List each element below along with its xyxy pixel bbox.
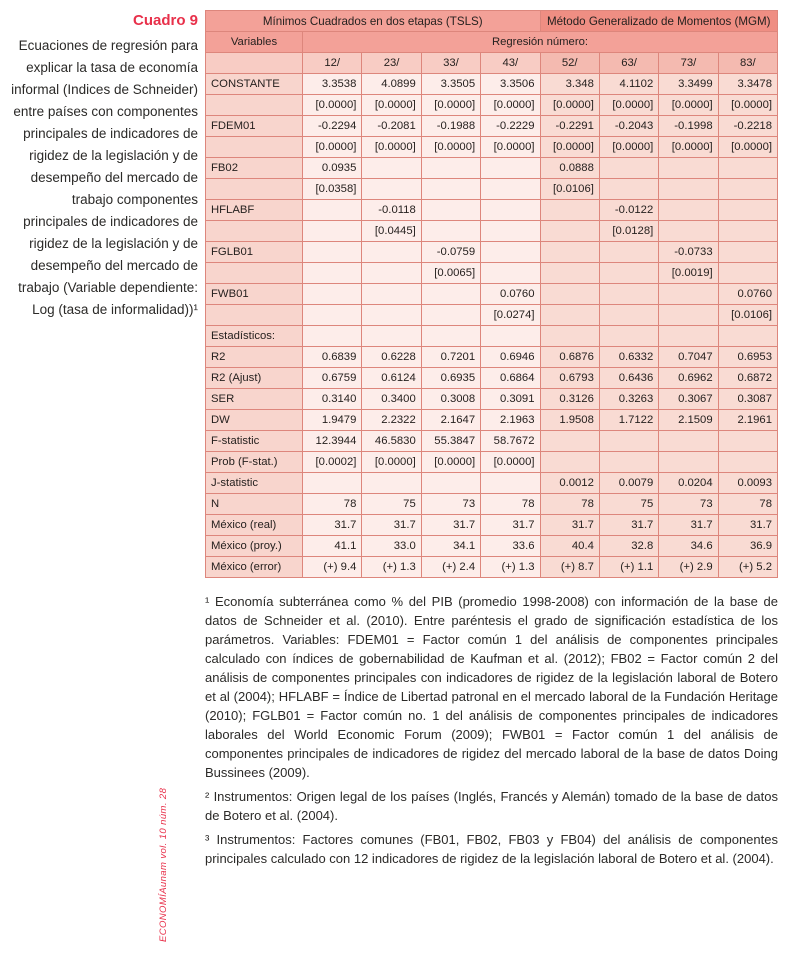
data-cell <box>303 221 362 242</box>
data-cell: [0.0000] <box>718 137 777 158</box>
data-cell: [0.0000] <box>659 137 718 158</box>
data-cell <box>481 221 540 242</box>
table-row <box>206 200 778 221</box>
row-label: FB02 <box>206 158 303 179</box>
data-cell: (+) 9.4 <box>303 557 362 578</box>
data-cell: 2.1963 <box>481 410 540 431</box>
data-cell: [0.0019] <box>659 263 718 284</box>
data-cell: 0.6876 <box>540 347 599 368</box>
data-cell <box>481 242 540 263</box>
data-cell: 2.1647 <box>421 410 480 431</box>
data-cell <box>540 452 599 473</box>
data-cell: -0.0733 <box>659 242 718 263</box>
data-cell <box>718 263 777 284</box>
data-cell <box>659 431 718 452</box>
table-caption-number: Cuadro 9 <box>132 12 198 29</box>
data-cell: 1.9508 <box>540 410 599 431</box>
data-cell: 0.0888 <box>540 158 599 179</box>
mgm-group-header: Método Generalizado de Momentos (MGM) <box>540 11 778 32</box>
data-cell <box>659 179 718 200</box>
data-cell <box>481 179 540 200</box>
footnote-1: ¹ Economía subterránea como % del PIB (promedio 1998-2008) con información de la base de datos de Schneider et al. (2010). Entre paréntesis el grado de significación estadística de los parámetros. Variables: FDEM01 = Factor común 1 del análisis de componentes principales calculado con índices de gobernabilidad de Kaufman et al. (2012); FB02 = Factor común 2 del análisis de componentes principales con indicadores de rigidez de la legislación laboral de Botero et al (2004); HFLABF = Índice de Libertad patronal en el mercado laboral de la Fundación Heritage (2010); FGLB01 = Factor común no. 1 del análisis de componentes principales de indicadores laborales del World Economic Forum (2009); FWB01 = Factor común 1 del análisis de componentes principales de indicadores de rigidez del mercado laboral de la base de datos Doing Bussinees (2009). <box>205 594 778 780</box>
data-cell <box>362 305 421 326</box>
data-cell: 3.3499 <box>659 74 718 95</box>
data-cell: 0.6872 <box>718 368 777 389</box>
data-cell: 2.2322 <box>362 410 421 431</box>
data-cell <box>599 179 658 200</box>
column-header-empty-cell <box>206 53 303 74</box>
data-cell: 0.7047 <box>659 347 718 368</box>
footnotes <box>205 592 778 873</box>
data-cell: 0.3126 <box>540 389 599 410</box>
column-header: 83/ <box>718 53 777 74</box>
data-cell: 3.3505 <box>421 74 480 95</box>
table-row <box>206 137 778 158</box>
data-cell: 36.9 <box>718 536 777 557</box>
table-row <box>206 410 778 431</box>
column-header: 52/ <box>540 53 599 74</box>
data-cell: [0.0000] <box>481 95 540 116</box>
data-cell: 46.5830 <box>362 431 421 452</box>
row-label: México (proy.) <box>206 536 303 557</box>
data-cell: 55.3847 <box>421 431 480 452</box>
row-label: DW <box>206 410 303 431</box>
data-cell <box>481 326 540 347</box>
row-label: J-statistic <box>206 473 303 494</box>
data-cell: 2.1961 <box>718 410 777 431</box>
table-caption-text: Ecuaciones de regresión para explicar la tasa de economía informal (Indices de Schneider) entre países con componentes principales de indicadores de rigidez de la legislación y de desempeño del mercado de trabajo componentes principales de indicadores de rigidez de la legislación y de desempeño del mercado de trabajo (Variable dependiente: Log (tasa de informalidad))¹ <box>11 38 198 317</box>
table-row <box>206 284 778 305</box>
data-cell: 0.7201 <box>421 347 480 368</box>
data-cell: 0.3140 <box>303 389 362 410</box>
row-label: FDEM01 <box>206 116 303 137</box>
table-row <box>206 242 778 263</box>
data-cell: [0.0000] <box>303 95 362 116</box>
data-cell: [0.0000] <box>362 95 421 116</box>
data-cell <box>599 431 658 452</box>
data-cell: 3.348 <box>540 74 599 95</box>
data-cell: [0.0358] <box>303 179 362 200</box>
data-cell <box>599 305 658 326</box>
data-cell <box>659 326 718 347</box>
data-cell: [0.0000] <box>718 95 777 116</box>
row-label <box>206 263 303 284</box>
data-cell: (+) 2.9 <box>659 557 718 578</box>
data-cell <box>599 263 658 284</box>
data-cell <box>659 284 718 305</box>
data-cell: 0.6946 <box>481 347 540 368</box>
table-row <box>206 536 778 557</box>
data-cell: [0.0000] <box>599 95 658 116</box>
data-cell: 3.3538 <box>303 74 362 95</box>
data-cell <box>362 284 421 305</box>
data-cell <box>362 179 421 200</box>
data-cell <box>540 305 599 326</box>
data-cell: 0.6935 <box>421 368 480 389</box>
regression-number-header: Regresión número: <box>303 32 778 53</box>
row-label: R2 <box>206 347 303 368</box>
data-cell: 0.6864 <box>481 368 540 389</box>
row-label <box>206 305 303 326</box>
data-cell <box>718 200 777 221</box>
data-cell <box>421 158 480 179</box>
journal-sidebar-text: ECONOMÍAunam vol. 10 núm. 28 <box>158 787 169 942</box>
data-cell: [0.0000] <box>362 452 421 473</box>
data-cell: 78 <box>540 494 599 515</box>
regression-table <box>205 10 778 578</box>
data-cell <box>599 242 658 263</box>
data-cell: [0.0106] <box>718 305 777 326</box>
data-cell: [0.0000] <box>421 95 480 116</box>
data-cell: [0.0000] <box>540 95 599 116</box>
table-row <box>206 452 778 473</box>
data-cell: (+) 1.3 <box>362 557 421 578</box>
table-row <box>206 74 778 95</box>
table-row <box>206 263 778 284</box>
data-cell: 3.3478 <box>718 74 777 95</box>
footnote-2: ² Instrumentos: Origen legal de los países (Inglés, Francés y Alemán) tomado de la base de datos de Botero et al. (2004). <box>205 789 778 823</box>
data-cell: 0.6759 <box>303 368 362 389</box>
data-cell <box>303 263 362 284</box>
data-cell: 0.0760 <box>481 284 540 305</box>
data-cell: 0.0012 <box>540 473 599 494</box>
column-header: 63/ <box>599 53 658 74</box>
data-cell: 0.0204 <box>659 473 718 494</box>
data-cell: 0.6953 <box>718 347 777 368</box>
tsls-group-header: Mínimos Cuadrados en dos etapas (TSLS) <box>206 11 541 32</box>
data-cell: 3.3506 <box>481 74 540 95</box>
data-cell <box>718 221 777 242</box>
subheader-row <box>206 32 778 53</box>
section-row <box>206 326 778 347</box>
data-cell: 31.7 <box>659 515 718 536</box>
data-cell: 0.3400 <box>362 389 421 410</box>
data-cell: [0.0000] <box>362 137 421 158</box>
row-label: Estadísticos: <box>206 326 303 347</box>
data-cell: 33.6 <box>481 536 540 557</box>
table-row <box>206 179 778 200</box>
data-cell: 78 <box>718 494 777 515</box>
data-cell: 31.7 <box>303 515 362 536</box>
data-cell: 34.6 <box>659 536 718 557</box>
data-cell: -0.1998 <box>659 116 718 137</box>
data-cell: 78 <box>481 494 540 515</box>
table-row <box>206 95 778 116</box>
data-cell: [0.0065] <box>421 263 480 284</box>
caption-column <box>8 12 198 321</box>
table-row <box>206 557 778 578</box>
data-cell <box>540 242 599 263</box>
data-cell <box>659 200 718 221</box>
data-cell: 0.0760 <box>718 284 777 305</box>
table-row <box>206 347 778 368</box>
data-cell: 0.6793 <box>540 368 599 389</box>
data-cell: [0.0274] <box>481 305 540 326</box>
data-cell: 4.0899 <box>362 74 421 95</box>
data-cell: [0.0000] <box>421 452 480 473</box>
data-cell <box>599 284 658 305</box>
data-cell <box>659 305 718 326</box>
table-row <box>206 389 778 410</box>
row-label: F-statistic <box>206 431 303 452</box>
data-cell: [0.0128] <box>599 221 658 242</box>
data-cell: -0.0122 <box>599 200 658 221</box>
data-cell <box>421 473 480 494</box>
data-cell <box>303 305 362 326</box>
data-cell: -0.0118 <box>362 200 421 221</box>
column-header: 43/ <box>481 53 540 74</box>
data-cell <box>540 221 599 242</box>
data-cell <box>718 242 777 263</box>
data-cell: 75 <box>599 494 658 515</box>
data-cell: [0.0000] <box>540 137 599 158</box>
table-row <box>206 431 778 452</box>
data-cell: 41.1 <box>303 536 362 557</box>
data-cell: [0.0445] <box>362 221 421 242</box>
data-cell: [0.0000] <box>421 137 480 158</box>
data-cell <box>718 158 777 179</box>
data-cell <box>362 242 421 263</box>
data-cell <box>362 263 421 284</box>
row-label: Prob (F-stat.) <box>206 452 303 473</box>
data-cell: -0.2043 <box>599 116 658 137</box>
data-cell: 0.3008 <box>421 389 480 410</box>
data-cell <box>540 431 599 452</box>
data-cell <box>599 158 658 179</box>
table-body <box>206 74 778 578</box>
data-cell: 75 <box>362 494 421 515</box>
data-cell: 0.6332 <box>599 347 658 368</box>
data-cell: -0.2291 <box>540 116 599 137</box>
data-cell: [0.0002] <box>303 452 362 473</box>
data-cell <box>362 158 421 179</box>
row-label: CONSTANTE <box>206 74 303 95</box>
data-cell <box>362 473 421 494</box>
row-label: México (real) <box>206 515 303 536</box>
column-header: 12/ <box>303 53 362 74</box>
row-label <box>206 137 303 158</box>
data-cell: 0.6436 <box>599 368 658 389</box>
data-cell: 0.0935 <box>303 158 362 179</box>
data-cell: (+) 1.3 <box>481 557 540 578</box>
data-cell: 32.8 <box>599 536 658 557</box>
data-cell <box>718 452 777 473</box>
table-row <box>206 515 778 536</box>
data-cell <box>659 158 718 179</box>
data-cell: 31.7 <box>481 515 540 536</box>
data-cell <box>303 473 362 494</box>
row-label: FWB01 <box>206 284 303 305</box>
group-header-row <box>206 11 778 32</box>
data-cell: 0.6124 <box>362 368 421 389</box>
data-cell: (+) 2.4 <box>421 557 480 578</box>
data-cell <box>421 221 480 242</box>
data-cell: [0.0000] <box>659 95 718 116</box>
data-cell: 0.0079 <box>599 473 658 494</box>
data-cell <box>303 242 362 263</box>
data-cell <box>540 263 599 284</box>
row-label: SER <box>206 389 303 410</box>
data-cell: 0.0093 <box>718 473 777 494</box>
data-cell: 73 <box>421 494 480 515</box>
data-cell <box>718 179 777 200</box>
data-cell: [0.0000] <box>599 137 658 158</box>
column-number-row <box>206 53 778 74</box>
data-cell: 31.7 <box>421 515 480 536</box>
data-cell <box>421 284 480 305</box>
data-cell: -0.2229 <box>481 116 540 137</box>
data-cell: 58.7672 <box>481 431 540 452</box>
regression-table-container <box>205 10 778 578</box>
data-cell: 31.7 <box>599 515 658 536</box>
data-cell <box>659 221 718 242</box>
data-cell: -0.2081 <box>362 116 421 137</box>
data-cell: 0.3263 <box>599 389 658 410</box>
data-cell: 0.6228 <box>362 347 421 368</box>
data-cell <box>540 200 599 221</box>
data-cell: (+) 1.1 <box>599 557 658 578</box>
row-label: México (error) <box>206 557 303 578</box>
data-cell: [0.0000] <box>303 137 362 158</box>
data-cell <box>481 473 540 494</box>
row-label: R2 (Ajust) <box>206 368 303 389</box>
data-cell <box>599 326 658 347</box>
table-row <box>206 221 778 242</box>
data-cell: -0.0759 <box>421 242 480 263</box>
data-cell: 31.7 <box>540 515 599 536</box>
data-cell: (+) 8.7 <box>540 557 599 578</box>
row-label: FGLB01 <box>206 242 303 263</box>
row-label <box>206 221 303 242</box>
table-row <box>206 473 778 494</box>
data-cell <box>303 284 362 305</box>
data-cell: [0.0000] <box>481 137 540 158</box>
data-cell <box>718 326 777 347</box>
data-cell <box>718 431 777 452</box>
data-cell <box>540 284 599 305</box>
table-row <box>206 305 778 326</box>
data-cell: 31.7 <box>362 515 421 536</box>
data-cell <box>599 452 658 473</box>
data-cell: [0.0000] <box>481 452 540 473</box>
variables-header: Variables <box>206 32 303 53</box>
data-cell: -0.1988 <box>421 116 480 137</box>
data-cell: -0.2294 <box>303 116 362 137</box>
data-cell <box>362 326 421 347</box>
column-header: 33/ <box>421 53 480 74</box>
data-cell: 78 <box>303 494 362 515</box>
row-label: N <box>206 494 303 515</box>
data-cell: 1.7122 <box>599 410 658 431</box>
data-cell <box>303 326 362 347</box>
data-cell: 12.3944 <box>303 431 362 452</box>
table-row <box>206 116 778 137</box>
data-cell: (+) 5.2 <box>718 557 777 578</box>
data-cell: 2.1509 <box>659 410 718 431</box>
data-cell <box>421 179 480 200</box>
data-cell: 4.1102 <box>599 74 658 95</box>
data-cell: 31.7 <box>718 515 777 536</box>
data-cell <box>481 263 540 284</box>
row-label: HFLABF <box>206 200 303 221</box>
column-header: 73/ <box>659 53 718 74</box>
column-header: 23/ <box>362 53 421 74</box>
data-cell <box>303 200 362 221</box>
data-cell <box>540 326 599 347</box>
table-row <box>206 494 778 515</box>
data-cell: [0.0106] <box>540 179 599 200</box>
footnote-3: ³ Instrumentos: Factores comunes (FB01, FB02, FB03 y FB04) del análisis de componentes principales calculado con 12 indicadores de rigidez de la legislación laboral de Botero et al. (2004). <box>205 832 778 866</box>
data-cell: 33.0 <box>362 536 421 557</box>
row-label <box>206 179 303 200</box>
row-label <box>206 95 303 116</box>
table-row <box>206 158 778 179</box>
data-cell: 0.3087 <box>718 389 777 410</box>
data-cell: 40.4 <box>540 536 599 557</box>
data-cell: 34.1 <box>421 536 480 557</box>
data-cell: -0.2218 <box>718 116 777 137</box>
data-cell: 0.3067 <box>659 389 718 410</box>
data-cell: 0.6839 <box>303 347 362 368</box>
data-cell: 0.6962 <box>659 368 718 389</box>
data-cell <box>481 200 540 221</box>
data-cell: 1.9479 <box>303 410 362 431</box>
data-cell: 0.3091 <box>481 389 540 410</box>
table-row <box>206 368 778 389</box>
data-cell <box>421 200 480 221</box>
data-cell: 73 <box>659 494 718 515</box>
data-cell <box>481 158 540 179</box>
data-cell <box>659 452 718 473</box>
data-cell <box>421 305 480 326</box>
data-cell <box>421 326 480 347</box>
